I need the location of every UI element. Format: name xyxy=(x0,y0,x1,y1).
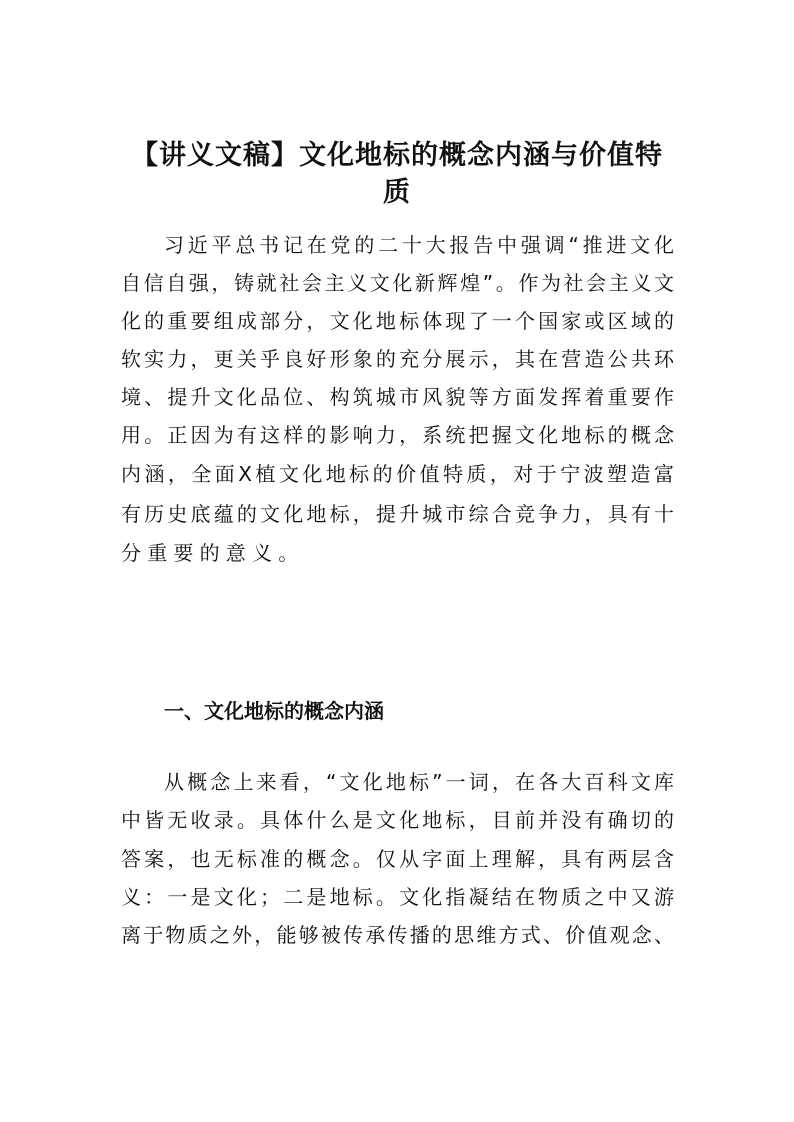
text-line: 内涵，全面X植文化地标的价值特质，对于宁波塑造富 xyxy=(121,462,674,486)
text-line: 化的重要组成部分，文化地标体现了一个国家或区域的 xyxy=(121,309,674,333)
text-line: 软实力，更关乎良好形象的充分展示，其在营造公共环 xyxy=(121,347,674,371)
text-line: 答案，也无标准的概念。仅从字面上理解，具有两层含 xyxy=(121,847,674,871)
text-line: 中皆无收录。具体什么是文化地标，目前并没有确切的 xyxy=(121,808,674,832)
section-heading: 一、文化地标的概念内涵 xyxy=(164,699,384,723)
text-line: 义：一是文化；二是地标。文化指凝结在物质之中又游 xyxy=(121,885,674,909)
document-title xyxy=(0,137,794,211)
text-line: 自信自强，铸就社会主义文化新辉煌”。作为社会主义文 xyxy=(121,271,674,295)
text-line: 用。正因为有这样的影响力，系统把握文化地标的概念 xyxy=(121,423,674,447)
title-line-1: 【讲义文稿】文化地标的概念内涵与价值特 xyxy=(131,140,663,171)
text-line: 有历史底蕴的文化地标，提升城市综合竞争力，具有十 xyxy=(121,502,674,526)
text-line: 从概念上来看，“文化地标”一词，在各大百科文库 xyxy=(164,770,674,794)
text-line: 境、提升文化品位、构筑城市风貌等方面发挥着重要作 xyxy=(121,385,674,409)
text-line: 离于物质之外，能够被传承传播的思维方式、价值观念、 xyxy=(121,923,674,947)
title-line-2: 质 xyxy=(383,177,411,208)
text-line: 习近平总书记在党的二十大报告中强调“推进文化 xyxy=(164,233,674,257)
text-line: 分重要的意义。 xyxy=(121,541,305,565)
